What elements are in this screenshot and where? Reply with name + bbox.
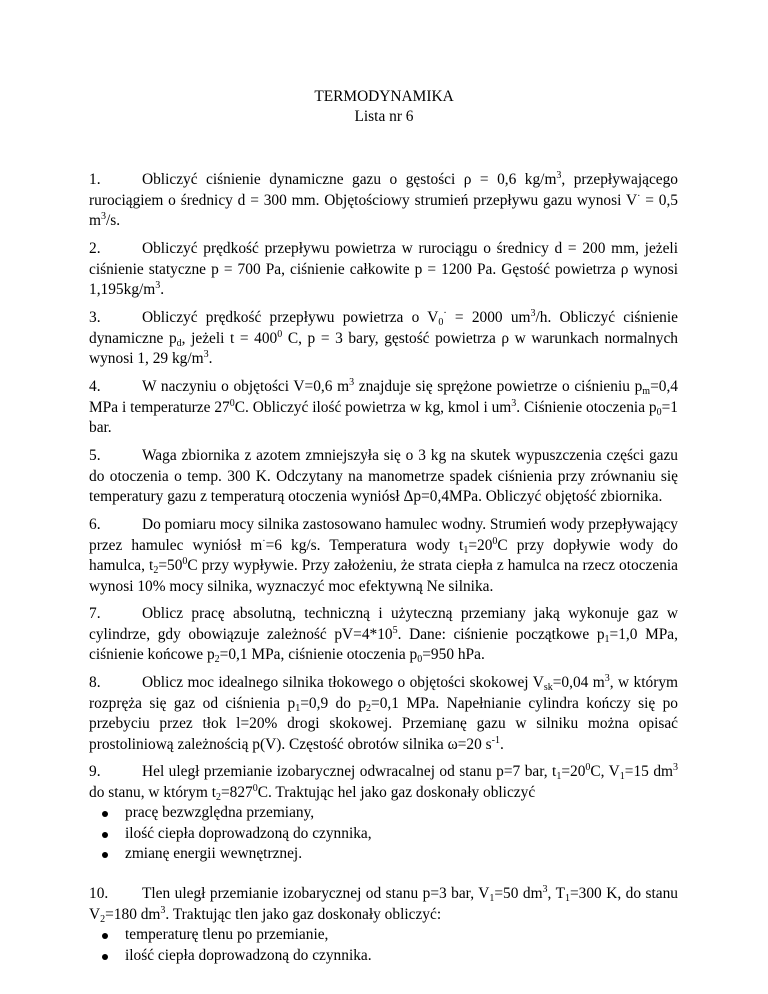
bullet-icon (102, 933, 108, 939)
bullet-list (89, 925, 678, 966)
problem-number: 5. (89, 447, 101, 464)
problem-2: 2. Obliczyć prędkość przepływu powietrza w rurociągu o średnicy d = 200 mm, jeżeli ciśnienie statyczne p = 700 Pa, ciśnienie całkowite p = 1200 Pa. Gęstość powietrza ρ wynosi $1,195kg/m^3$. (89, 240, 678, 298)
bullet-icon (102, 811, 108, 817)
bullet-icon (102, 852, 108, 858)
list-item: zmianę energii wewnętrznej. (89, 844, 678, 865)
bullet-icon (102, 954, 108, 960)
problem-number: 6. (89, 516, 101, 533)
problem-5: 5. Waga zbiornika z azotem zmniejszyła się o 3 kg na skutek wypuszczenia części gazu do otoczenia o temp. 300 K. Odczytany na manometrze spadek ciśnienia przy zrównaniu się temperatury gazu z temperaturą otoczenia wyniósł Δp=0,4MPa. Obliczyć objętość zbiornika. (89, 447, 678, 505)
document-title: TERMODYNAMIKA (314, 88, 454, 105)
problem-number: 2. (89, 240, 101, 257)
problem-number: 7. (89, 605, 101, 622)
list-number: Lista nr 6 (354, 108, 414, 125)
list-item: ilość ciepła doprowadzoną do czynnika. (89, 946, 678, 967)
problem-3: 3. Obliczyć prędkość przepływu powietrza o $V_0^\cdot = 2000$ $um^3/h$. Obliczyć ciśnienie dynamiczne $p_d$, jeżeli $t = 400^0$ C, p = 3 bary, gęstość powietrza ρ w warunkach normalnych wynosi 1, 29 $kg/m^3$. (89, 308, 678, 367)
problem-number: 8. (89, 674, 101, 691)
problem-number: 9. (89, 763, 101, 780)
problem-number: 4. (89, 378, 101, 395)
problem-9: 9. Hel uległ przemianie izobarycznej odwracalnej od stanu p=7 bar, $t_1=20^0C$, $V_1=15$ $dm^3$ do stanu, w którym $t_2=827^0C$. Traktując hel jako gaz doskonały obliczyć pracę bezwzględna przemiany, ilość ciepła doprowadzoną do czynnika, zmianę energii wewnętrznej. (89, 762, 678, 865)
list-item: temperaturę tlenu po przemianie, (89, 925, 678, 946)
problem-number: 10. (89, 885, 109, 902)
problem-6: 6. Do pomiaru mocy silnika zastosowano hamulec wodny. Strumień wody przepływający przez hamulec wyniósł m·=6 kg/s. Temperatura wody $t_1=20^0C$ przy dopływie wody do hamulca, $t_2=50^0C$ przy wypływie. Przy założeniu, że strata ciepła z hamulca na rzecz otoczenia wynosi 10% mocy silnika, wyznaczyć moc efektywną Ne silnika. (89, 516, 679, 595)
problem-8: 8. Oblicz moc idealnego silnika tłokowego o objętości skokowej $V_{sk}=0,04$ $m^3$, w którym rozpręża się gaz od ciśnienia $p_1=0,9$ do $p_2=0,1$ MPa. Napełnianie cylindra kończy się po przebyciu przez tłok l=20% drogi skokowej. Przemianę gazu w silniku można opisać prostoliniową zależnością p(V). Częstość obrotów silnika ω=20 $s^{-1}$. (89, 673, 678, 753)
document-header (0, 87, 768, 127)
problem-10: 10. Tlen uległ przemianie izobarycznej od stanu p=3 bar, $V_1=50$ $dm^3$, $T_1=300$ K, do stanu $V_2=180$ $dm^3$. Traktując tlen jako gaz doskonały obliczyć: temperaturę tlenu po przemianie, ilość ciepła doprowadzoną do czynnika. (89, 884, 678, 966)
list-item: ilość ciepła doprowadzoną do czynnika, (89, 824, 678, 845)
problem-7: 7. Oblicz pracę absolutną, techniczną i użyteczną przemiany jaką wykonuje gaz w cylindrze, gdy obowiązuje zależność $pV=4*10^5$. Dane: ciśnienie początkowe $p_1=1,0$ MPa, ciśnienie końcowe $p_2=0,1$ MPa, ciśnienie otoczenia $p_0=950$ hPa. (89, 605, 678, 665)
problem-4: 4. W naczyniu o objętości V=0,6 $m^3$ znajduje się sprężone powietrze o ciśnieniu $p_m=0,4$ MPa i temperaturze $27^0C$. Obliczyć ilość powietrza w kg, kmol i $um^3$. Ciśnienie otoczenia $p_0=1$ bar. (89, 377, 679, 436)
problem-number: 3. (89, 309, 101, 326)
list-item: pracę bezwzględna przemiany, (89, 803, 678, 824)
bullet-list (89, 803, 678, 865)
problem-1: 1. Obliczyć ciśnienie dynamiczne gazu o gęstości ρ = 0,6 $kg/m^3$, przepływającego rurociągiem o średnicy d = 300 mm. Objętościowy strumień przepływu gazu wynosi V· = 0,5 $m^3/s$. (89, 170, 678, 229)
problem-number: 1. (89, 171, 101, 188)
bullet-icon (102, 832, 108, 838)
